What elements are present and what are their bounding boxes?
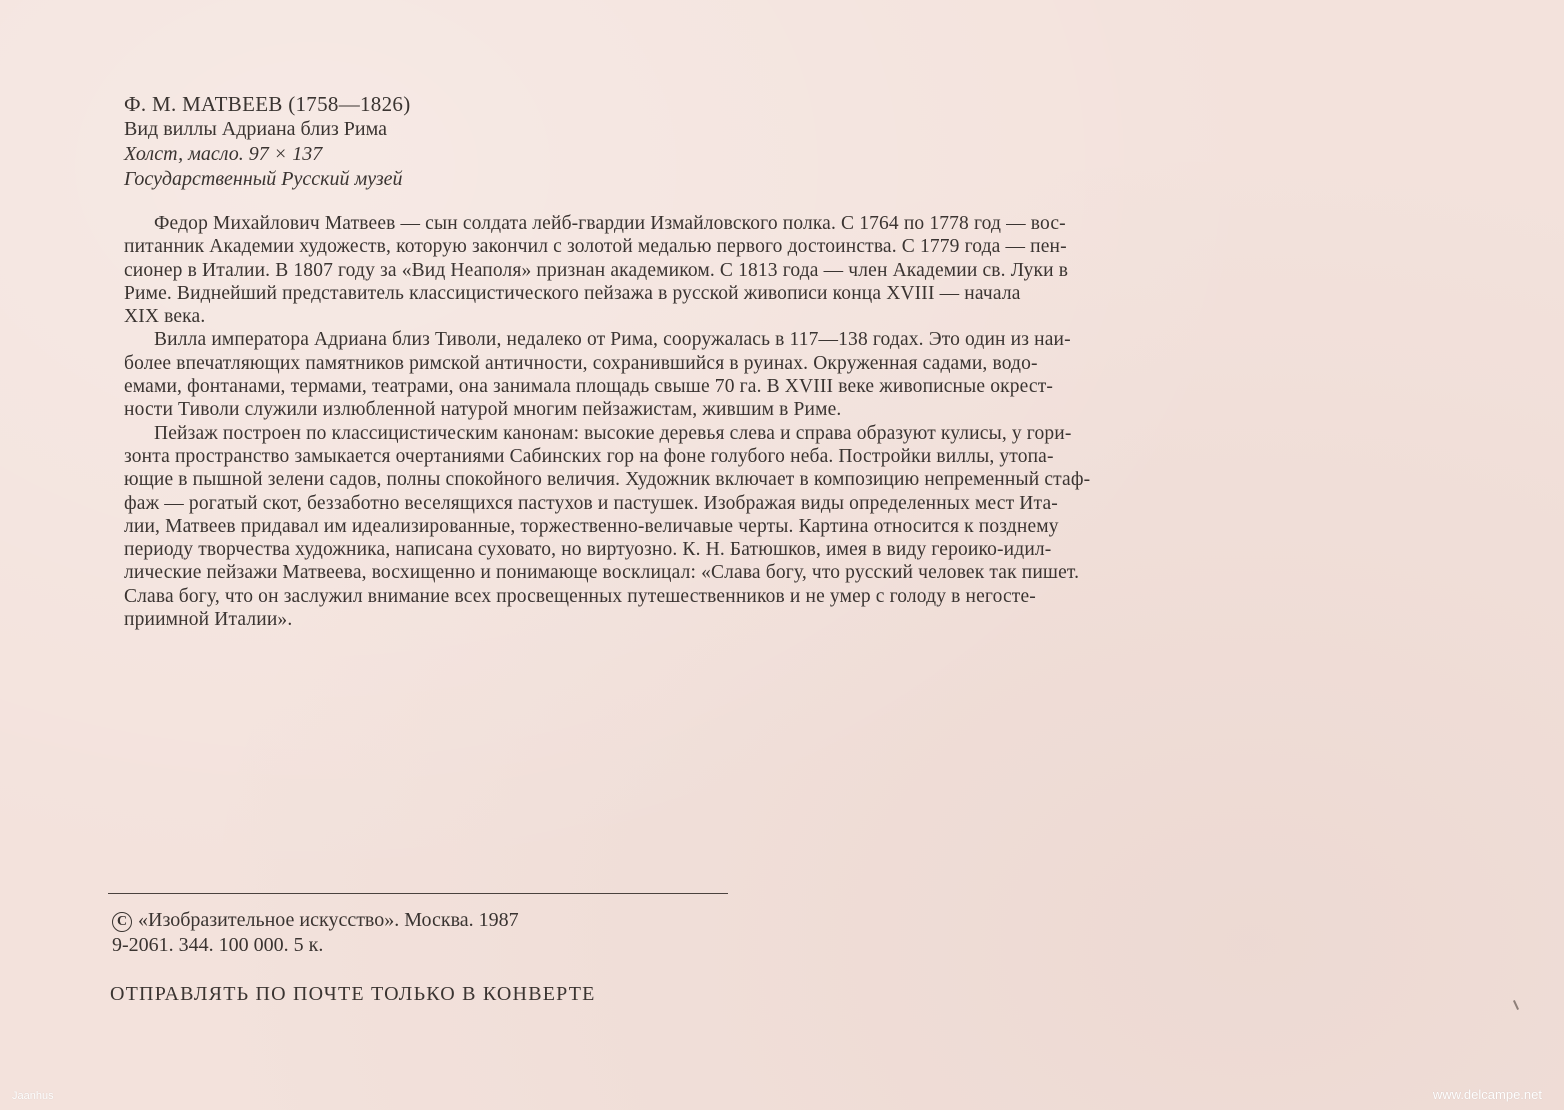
text-line: Слава богу, что он заслужил внимание всех просвещенных путешественников и не умер с голоду в негосте- bbox=[124, 585, 1036, 607]
print-code: 9-2061. 344. 100 000. 5 к. bbox=[112, 934, 324, 956]
text-line: лии, Матвеев придавал им идеализированные, торжественно-величавые черты. Картина относится к позднему bbox=[124, 515, 1059, 537]
museum-name: Государственный Русский музей bbox=[124, 168, 403, 190]
text-line: лические пейзажи Матвеева, восхищенно и понимающе восклицал: «Слава богу, что русский человек так пишет. bbox=[124, 562, 1080, 584]
text-line: зонта пространство замыкается очертаниями Сабинских гор на фоне голубого неба. Постройки виллы, утопа- bbox=[124, 445, 1054, 467]
text-line: емами, фонтанами, термами, театрами, она занимала площадь свыше 70 га. В XVIII веке живописные окрест- bbox=[124, 376, 1054, 398]
divider bbox=[108, 893, 728, 894]
text-line: XIX века. bbox=[124, 306, 206, 328]
artwork-caption bbox=[124, 92, 824, 192]
text-line: периоду творчества художника, написана суховато, но виртуозно. К. Н. Батюшков, имея в виду героико-идил- bbox=[124, 539, 1052, 561]
text-line: Вилла императора Адриана близ Тиволи, недалеко от Рима, сооружалась в 117—138 годах. Это один из наи- bbox=[154, 329, 1071, 351]
mailing-instruction: ОТПРАВЛЯТЬ ПО ПОЧТЕ ТОЛЬКО В КОНВЕРТЕ bbox=[110, 983, 596, 1005]
copyright-icon: C bbox=[112, 912, 132, 932]
text-line: ющие в пышной зелени садов, полны спокойного величия. Художник включает в композицию непременный стаф- bbox=[124, 469, 1091, 491]
watermark-seller: Jaanhus bbox=[12, 1090, 54, 1102]
pencil-mark bbox=[1513, 1000, 1519, 1010]
artwork-medium: Холст, масло. 97 × 137 bbox=[124, 143, 323, 165]
text-line: ности Тиволи служили излюбленной натурой многим пейзажистам, жившим в Риме. bbox=[124, 399, 842, 421]
publisher-name: «Изобразительное искусство». Москва. 1987 bbox=[138, 909, 519, 931]
text-line: сионер в Италии. В 1807 году за «Вид Неаполя» признан академиком. С 1813 года — член Академии св. Луки в bbox=[124, 259, 1069, 281]
text-line: приимной Италии». bbox=[124, 609, 293, 631]
text-line: Риме. Виднейший представитель классицистического пейзажа в русской живописи конца XVIII — начала bbox=[124, 282, 1021, 304]
text-line: фаж — рогатый скот, беззаботно веселящихся пастухов и пастушек. Изображая виды определенных мест Ита- bbox=[124, 492, 1058, 514]
text-line: Федор Михайлович Матвеев — сын солдата лейб-гвардии Измайловского полка. С 1764 по 1778 год — вос- bbox=[154, 213, 1066, 234]
text-line: Пейзаж построен по классицистическим канонам: высокие деревья слева и справа образуют кулисы, у гори- bbox=[154, 422, 1072, 444]
copyright-line bbox=[112, 908, 812, 933]
publisher-info bbox=[112, 908, 812, 958]
text-line: питанник Академии художеств, которую закончил с золотой медалью первого достоинства. С 1779 года — пен- bbox=[124, 236, 1067, 258]
artwork-title: Вид виллы Адриана близ Рима bbox=[124, 118, 388, 140]
watermark-site: www.delcampe.net bbox=[1432, 1087, 1542, 1102]
text-line: более впечатляющих памятников римской античности, сохранившийся в руинах. Окруженная садами, водо- bbox=[124, 352, 1038, 374]
artist-name: Ф. М. МАТВЕЕВ (1758—1826) bbox=[124, 92, 411, 116]
description-text bbox=[124, 212, 1554, 631]
